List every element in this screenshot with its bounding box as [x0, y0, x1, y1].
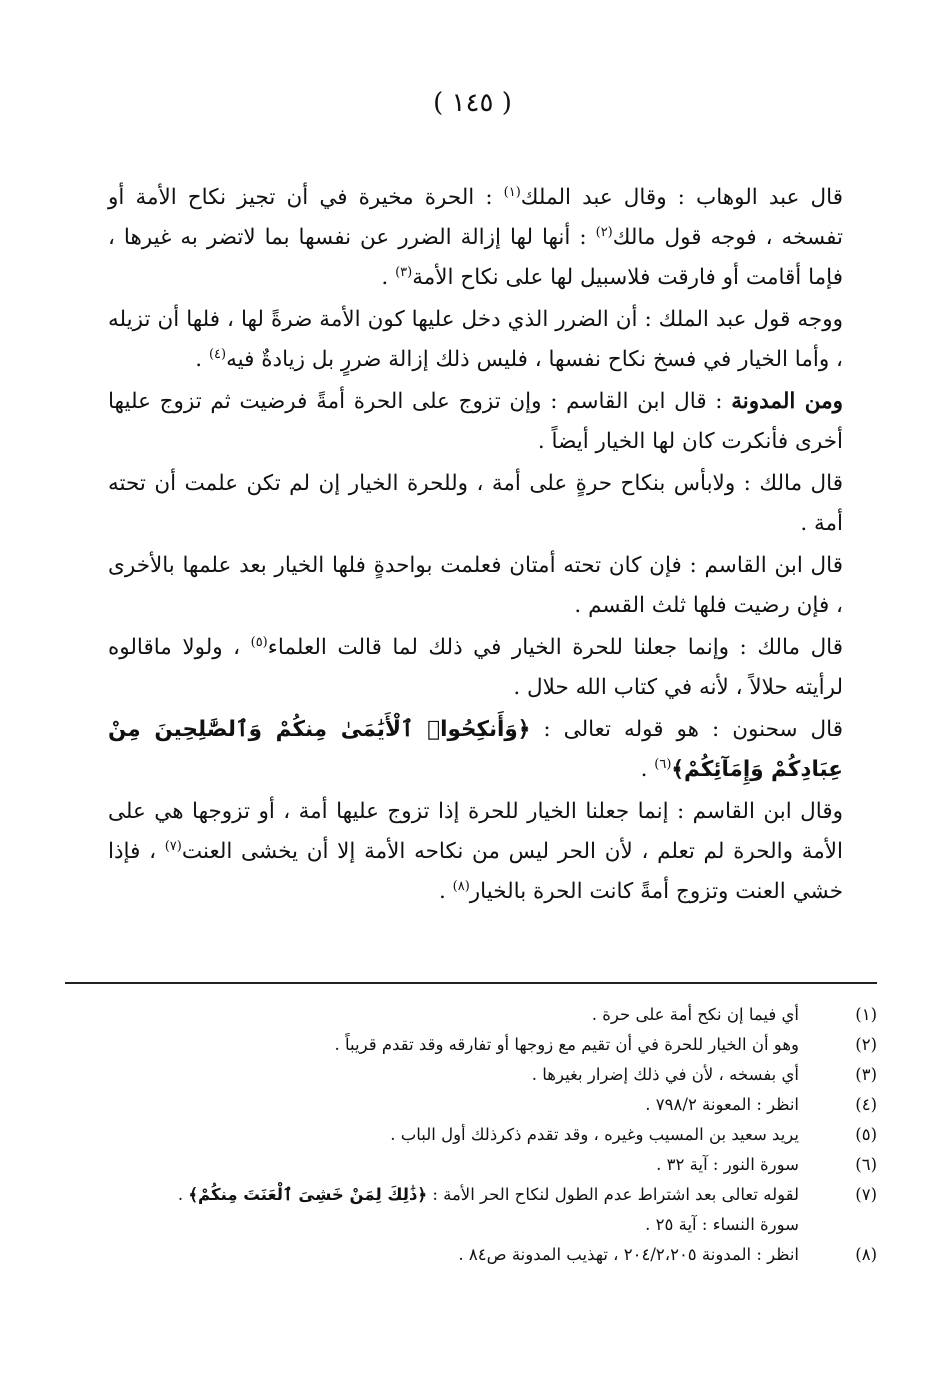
footnote-ref-7: (٧) [164, 838, 182, 854]
paragraph-5-text: قال ابن القاسم : فإن كان تحته أمتان فعلمت بواحدةٍ فلها الخيار بعد علمها بالأخرى ، فإن رضيت فلها ثلث القسم . [108, 553, 843, 618]
paragraph-1 [108, 178, 843, 298]
paragraph-1-text-b: : الحرة مخيرة في أن تجيز نكاح الأمة أو تفسخه ، فوجه قول مالك [108, 185, 843, 250]
footnote-text: أي فيما إن نكح أمة على حرة . [591, 1005, 799, 1024]
paragraph-1-text-a: قال عبد الوهاب : وقال عبد الملك [520, 185, 843, 210]
footnote-ref-2: (٢) [595, 224, 613, 240]
footnote-text: انظر : المعونة ٧٩٨/٢ . [645, 1095, 799, 1114]
paragraph-3-text: : قال ابن القاسم : وإن تزوج على الحرة أمةً فرضيت ثم تزوج عليها أخرى فأنكرت كان لها الخيار أيضاً . [108, 389, 843, 454]
footnote-number: (١) [855, 1005, 877, 1024]
paragraph-6-text-a: قال مالك : وإنما جعلنا للحرة الخيار في ذلك لما قالت العلماء [267, 635, 844, 660]
paragraph-2-text-a: ووجه قول عبد الملك : أن الضرر الذي دخل عليها كون الأمة ضرةً لها ، فلها أن تزيله ، وأما الخيار في فسخ نكاح نفسها ، فليس ذلك إزالة ضررٍ بل زيادةٌ فيه [108, 307, 843, 372]
footnote-number: (٧) [855, 1185, 877, 1204]
footnotes [65, 1000, 877, 1270]
paragraph-3-lead: ومن المدونة [731, 389, 843, 414]
footnote-1 [65, 1000, 877, 1030]
footnote-7 [65, 1180, 877, 1240]
page-number: ( ١٤٥ ) [433, 88, 512, 118]
paragraph-8-text-a: وقال ابن القاسم : إنما جعلنا الخيار للحرة إذا تزوج عليها أمة ، أو تزوجها هي على الأمة والحرة لم تعلم ، لأن الحر ليس من نكاحه الأمة إلا أن يخشى العنت [108, 799, 844, 864]
footnote-2 [65, 1030, 877, 1060]
paragraph-2-text-b: . [195, 347, 209, 372]
footnote-ref-4: (٤) [208, 346, 227, 362]
footnote-number: (٣) [855, 1065, 877, 1084]
paragraph-1-text-d: . [381, 265, 396, 290]
footnote-6 [65, 1150, 877, 1180]
footnote-text: انظر : المدونة ٢٠٤/٢،٢٠٥ ، تهذيب المدونة ص٨٤ . [458, 1245, 799, 1264]
footnote-ref-1: (١) [503, 184, 521, 200]
paragraph-2 [108, 300, 843, 380]
footnote-text: أي بفسخه ، لأن في ذلك إضرار بغيرها . [531, 1065, 799, 1084]
paragraph-7 [108, 710, 843, 790]
footnote-8 [65, 1240, 877, 1270]
footnote-number: (٥) [855, 1125, 877, 1144]
footnote-text: يريد سعيد بن المسيب وغيره ، وقد تقدم ذكرذلك أول الباب . [390, 1125, 799, 1144]
footnote-text-tail: . [177, 1185, 189, 1204]
footnote-text-block [65, 1180, 799, 1240]
paragraph-8-text-c: . [438, 879, 453, 904]
footnote-4 [65, 1090, 877, 1120]
paragraph-7-text-b: . [640, 757, 655, 782]
footnote-source: سورة النساء : آية ٢٥ . [645, 1215, 799, 1234]
footnote-ref-6: (٦) [654, 756, 672, 772]
paragraph-7-text-a: قال سحنون : هو قوله تعالى : [530, 717, 843, 742]
footnote-divider [65, 982, 877, 984]
quran-verse: ﴿وَأَنكِحُوا۟ ٱلْأَيَٰمَىٰ مِنكُمْ وَٱلصَّٰلِحِينَ مِنْ عِبَادِكُمْ وَإِمَآئِكُمْ﴾ [108, 717, 843, 782]
main-text [108, 178, 843, 912]
footnote-text: لقوله تعالى بعد اشتراط عدم الطول لنكاح الحر الأمة : [427, 1185, 799, 1204]
paragraph-5 [108, 546, 843, 626]
footnote-3 [65, 1060, 877, 1090]
paragraph-8 [108, 792, 843, 912]
footnote-ref-3: (٣) [395, 264, 413, 280]
footnote-5 [65, 1120, 877, 1150]
footnote-text: وهو أن الخيار للحرة في أن تقيم مع زوجها أو تفارقه وقد تقدم قريباً . [334, 1035, 799, 1054]
paragraph-4 [108, 464, 843, 544]
paragraph-4-text: قال مالك : ولابأس بنكاح حرةٍ على أمة ، وللحرة الخيار إن لم تكن علمت أن تحته أمة . [108, 471, 843, 536]
footnote-number: (٦) [855, 1155, 877, 1174]
footnote-number: (٨) [855, 1245, 877, 1264]
footnote-text: سورة النور : آية ٣٢ . [656, 1155, 799, 1174]
paragraph-6 [108, 628, 843, 708]
footnote-ref-5: (٥) [250, 634, 268, 650]
footnote-number: (٤) [855, 1095, 877, 1114]
paragraph-8-text-b: ، فإذا خشي العنت وتزوج أمةً كانت الحرة بالخيار [108, 839, 843, 904]
paragraph-3 [108, 382, 843, 462]
quran-verse: ﴿ذَٰلِكَ لِمَنْ خَشِىَ ٱلْعَنَتَ مِنكُمْ﴾ [188, 1185, 428, 1204]
paragraph-6-text-b: ، ولولا ماقالوه لرأيته حلالاً ، لأنه في كتاب الله حلال . [108, 635, 843, 700]
footnote-number: (٢) [855, 1035, 877, 1054]
footnote-ref-8: (٨) [452, 878, 470, 894]
paragraph-1-text-c: : أنها لها إزالة الضرر عن نفسها بما لاتضر به غيرها ، فإما أقامت أو فارقت فلاسبيل لها على نكاح الأمة [108, 225, 843, 290]
